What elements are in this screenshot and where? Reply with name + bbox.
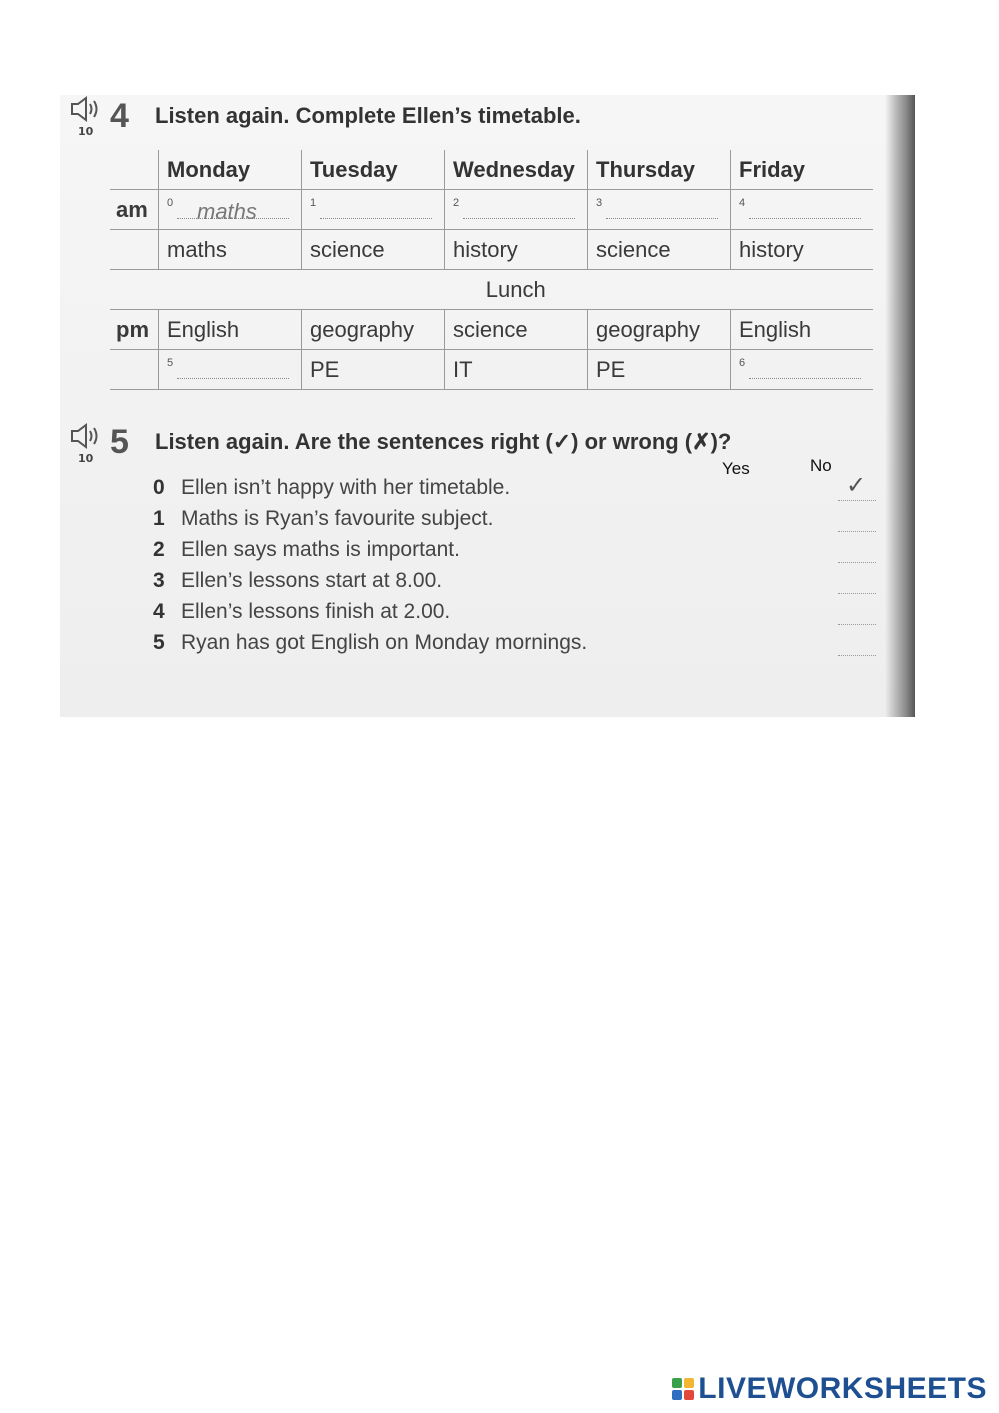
sentence-list — [153, 472, 587, 658]
exercise-number: 4 — [110, 97, 129, 135]
timetable-header-row — [110, 150, 873, 190]
example-check-mark: ✓ — [846, 471, 867, 499]
list-item: 0 Ellen isn’t happy with her timetable. — [153, 476, 511, 499]
logo-grid-icon — [672, 1378, 694, 1400]
subject-cell: IT — [445, 350, 588, 390]
am-label: am — [110, 190, 159, 230]
answer-dropdown[interactable] — [838, 511, 876, 532]
corner-cell — [110, 150, 159, 190]
subject-cell: PE — [302, 350, 445, 390]
timetable-row-am-1 — [110, 190, 873, 230]
exercise-title: Listen again. Complete Ellen’s timetable. — [155, 103, 581, 128]
list-item: 4 Ellen’s lessons finish at 2.00. — [153, 600, 451, 623]
answer-blank[interactable]: 4 — [731, 190, 874, 230]
day-header: Wednesday — [445, 150, 588, 190]
empty-label-cell — [110, 270, 159, 310]
timetable-row-lunch — [110, 270, 873, 310]
subject-cell: English — [159, 310, 302, 350]
answer-blank[interactable]: 5 — [159, 350, 302, 390]
subject-cell: PE — [588, 350, 731, 390]
brand-name: LIVEWORKSHEETS — [698, 1372, 987, 1405]
day-header: Tuesday — [302, 150, 445, 190]
subject-cell: science — [588, 230, 731, 270]
day-header: Thursday — [588, 150, 731, 190]
scanned-worksheet — [60, 95, 915, 717]
subject-cell: geography — [588, 310, 731, 350]
page-spine-shadow — [885, 95, 915, 717]
subject-cell: history — [731, 230, 874, 270]
answer-dropdown[interactable] — [838, 542, 876, 563]
yes-label: Yes — [722, 459, 750, 478]
example-answer: maths — [197, 198, 257, 224]
answer-dropdown[interactable] — [838, 635, 876, 656]
empty-label-cell — [110, 230, 159, 270]
audio-icon[interactable] — [70, 422, 104, 466]
empty-label-cell — [110, 350, 159, 390]
subject-cell: English — [731, 310, 874, 350]
audio-icon[interactable] — [70, 95, 104, 139]
audio-track-number: 10 — [78, 125, 94, 138]
audio-track-number: 10 — [78, 452, 94, 465]
subject-cell: geography — [302, 310, 445, 350]
subject-cell: science — [302, 230, 445, 270]
answer-dropdown[interactable] — [838, 573, 876, 594]
timetable — [110, 150, 873, 390]
pm-label: pm — [110, 310, 159, 350]
day-header: Friday — [731, 150, 874, 190]
answer-blank[interactable]: 2 — [445, 190, 588, 230]
timetable-row-am-2 — [110, 230, 873, 270]
answer-blank[interactable]: 6 — [731, 350, 874, 390]
list-item: 1 Maths is Ryan’s favourite subject. — [153, 507, 494, 530]
answer-line — [838, 480, 876, 501]
timetable-row-pm-2 — [110, 350, 873, 390]
list-item: 2 Ellen says maths is important. — [153, 538, 460, 561]
list-item: 3 Ellen’s lessons start at 8.00. — [153, 569, 443, 592]
liveworksheets-logo — [672, 1372, 987, 1406]
answer-blank[interactable]: 3 — [588, 190, 731, 230]
exercise-title: Listen again. Are the sentences right (✓) or wrong (✗)? — [155, 429, 732, 454]
subject-cell: history — [445, 230, 588, 270]
list-item: 5 Ryan has got English on Monday mornings. — [153, 631, 588, 654]
answer-blank: 0 maths — [159, 190, 302, 230]
no-label: No — [810, 456, 832, 475]
subject-cell: maths — [159, 230, 302, 270]
day-header: Monday — [159, 150, 302, 190]
subject-cell: science — [445, 310, 588, 350]
answer-dropdown[interactable] — [838, 604, 876, 625]
exercise-number: 5 — [110, 423, 129, 461]
lunch-cell: Lunch — [159, 270, 874, 310]
timetable-row-pm-1 — [110, 310, 873, 350]
answer-blank[interactable]: 1 — [302, 190, 445, 230]
